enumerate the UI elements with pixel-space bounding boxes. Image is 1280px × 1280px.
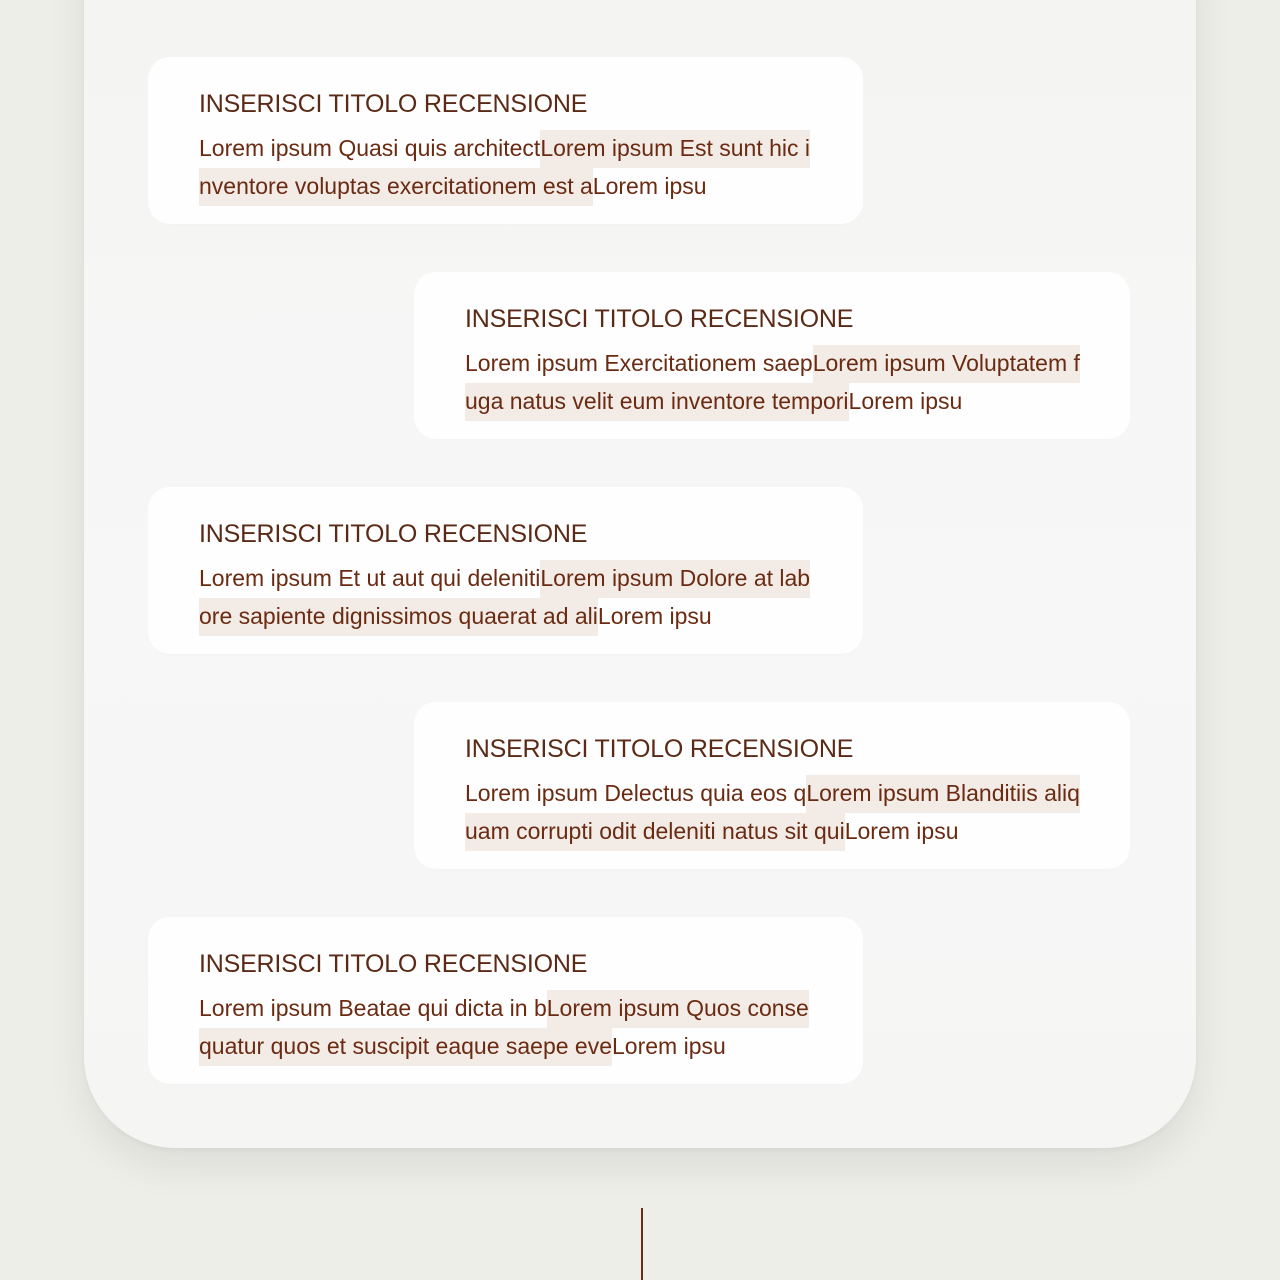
review-body (199, 559, 819, 635)
review-card (148, 917, 863, 1084)
review-title: INSERISCI TITOLO RECENSIONE (199, 950, 588, 978)
review-text-start: Lorem ipsum Delectus quia eos q (465, 780, 807, 806)
review-card (148, 487, 863, 654)
review-text-start: Lorem ipsum Quasi quis architect (199, 135, 541, 161)
review-title: INSERISCI TITOLO RECENSIONE (199, 520, 588, 548)
review-title: INSERISCI TITOLO RECENSIONE (465, 305, 854, 333)
review-card (414, 702, 1130, 869)
review-text-start: Lorem ipsum Exercitationem saep (465, 350, 813, 376)
vertical-divider (641, 1208, 643, 1280)
review-text-end: Lorem ipsu (592, 173, 707, 199)
review-text-highlight: Lorem ipsum Est sunt hic inventore voluptas exercitationem est a (199, 130, 810, 206)
review-body (465, 774, 1085, 850)
review-card (414, 272, 1130, 439)
review-text-highlight: Lorem ipsum Blanditiis aliquam corrupti odit deleniti natus sit qui (465, 775, 1080, 851)
review-title: INSERISCI TITOLO RECENSIONE (465, 735, 854, 763)
review-text-start: Lorem ipsum Et ut aut qui deleniti (199, 565, 541, 591)
review-body (199, 129, 819, 205)
review-card (148, 57, 863, 224)
review-body (199, 989, 819, 1065)
review-text-highlight: Lorem ipsum Dolore at labore sapiente dignissimos quaerat ad ali (199, 560, 810, 636)
review-text-start: Lorem ipsum Beatae qui dicta in b (199, 995, 547, 1021)
review-title: INSERISCI TITOLO RECENSIONE (199, 90, 588, 118)
review-body (465, 344, 1085, 420)
review-text-end: Lorem ipsu (612, 1033, 726, 1059)
review-text-end: Lorem ipsu (844, 818, 959, 844)
review-text-end: Lorem ipsu (848, 388, 963, 414)
review-text-highlight: Lorem ipsum Voluptatem fuga natus velit eum inventore tempori (465, 345, 1080, 421)
review-text-highlight: Lorem ipsum Quos consequatur quos et suscipit eaque saepe eve (199, 990, 809, 1066)
review-text-end: Lorem ipsu (597, 603, 712, 629)
